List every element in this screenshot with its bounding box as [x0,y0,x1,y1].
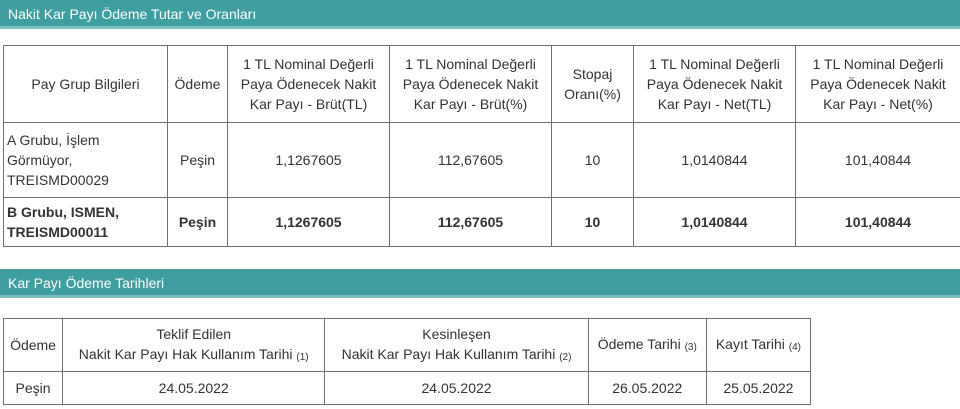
header-net-tl: 1 TL Nominal Değerli Paya Ödenecek Nakit Kar Payı - Net(TL) [634,46,796,123]
cell-share-group: B Grubu, ISMEN, TREISMD00011 [4,198,168,247]
header-payment: Ödeme [168,46,228,123]
cell-finalized-date: 24.05.2022 [325,372,588,405]
header-finalized-date [325,319,588,372]
header-gross-pct: 1 TL Nominal Değerli Paya Ödenecek Nakit Kar Payı - Brüt(%) [390,46,552,123]
header-record-date-label: Kayıt Tarihi [715,335,785,352]
footnote-ref: (4) [788,341,801,353]
header-share-group: Pay Grup Bilgileri [4,46,168,123]
table-row [4,198,960,247]
cell-net-tl: 1,0140844 [634,198,796,247]
cell-gross-pct: 112,67605 [390,198,552,247]
cell-gross-tl: 1,1267605 [228,198,390,247]
cell-payment: Peşin [168,198,228,247]
header-payment-date-label: Ödeme Tarihi [597,335,681,352]
header-gross-tl: 1 TL Nominal Değerli Paya Ödenecek Nakit Kar Payı - Brüt(TL) [228,46,390,123]
header-payment-date [588,319,706,372]
header-proposed-date [63,319,325,372]
payment-dates-table [3,318,811,405]
footnote-ref: (3) [684,341,697,353]
table-header-row [4,319,811,372]
header-finalized-top: Kesinleşen [422,325,491,342]
section-title-cash-dividend: Nakit Kar Payı Ödeme Tutar ve Oranları [0,0,960,29]
cell-net-pct: 101,40844 [796,123,960,198]
table-header-row [4,46,960,123]
table-row [4,372,811,405]
cell-net-pct: 101,40844 [796,198,960,247]
cell-record-date: 25.05.2022 [706,372,810,405]
header-record-date [706,319,810,372]
header-payment [4,319,63,372]
cell-payment: Peşin [168,123,228,198]
cell-net-tl: 1,0140844 [634,123,796,198]
table-row [4,123,960,198]
header-net-pct: 1 TL Nominal Değerli Paya Ödenecek Nakit Kar Payı - Net(%) [796,46,960,123]
cell-payment: Peşin [4,372,63,405]
header-payment-label: Ödeme [10,337,56,353]
header-proposed-label: Nakit Kar Payı Hak Kullanım Tarihi [78,345,293,362]
cell-payment-date: 26.05.2022 [588,372,706,405]
header-withholding-rate: Stopaj Oranı(%) [552,46,634,123]
dividend-amounts-table [3,45,960,247]
cell-gross-pct: 112,67605 [390,123,552,198]
footnote-ref: (2) [559,351,572,363]
cell-withholding-rate: 10 [552,123,634,198]
cell-share-group: A Grubu, İşlem Görmüyor, TREISMD00029 [4,123,168,198]
cell-withholding-rate: 10 [552,198,634,247]
cell-gross-tl: 1,1267605 [228,123,390,198]
section-title-payment-dates: Kar Payı Ödeme Tarihleri [0,269,960,298]
cell-proposed-date: 24.05.2022 [63,372,325,405]
footnote-ref: (1) [296,351,309,363]
header-proposed-top: Teklif Edilen [156,325,232,342]
header-finalized-label: Nakit Kar Payı Hak Kullanım Tarihi [341,345,556,362]
